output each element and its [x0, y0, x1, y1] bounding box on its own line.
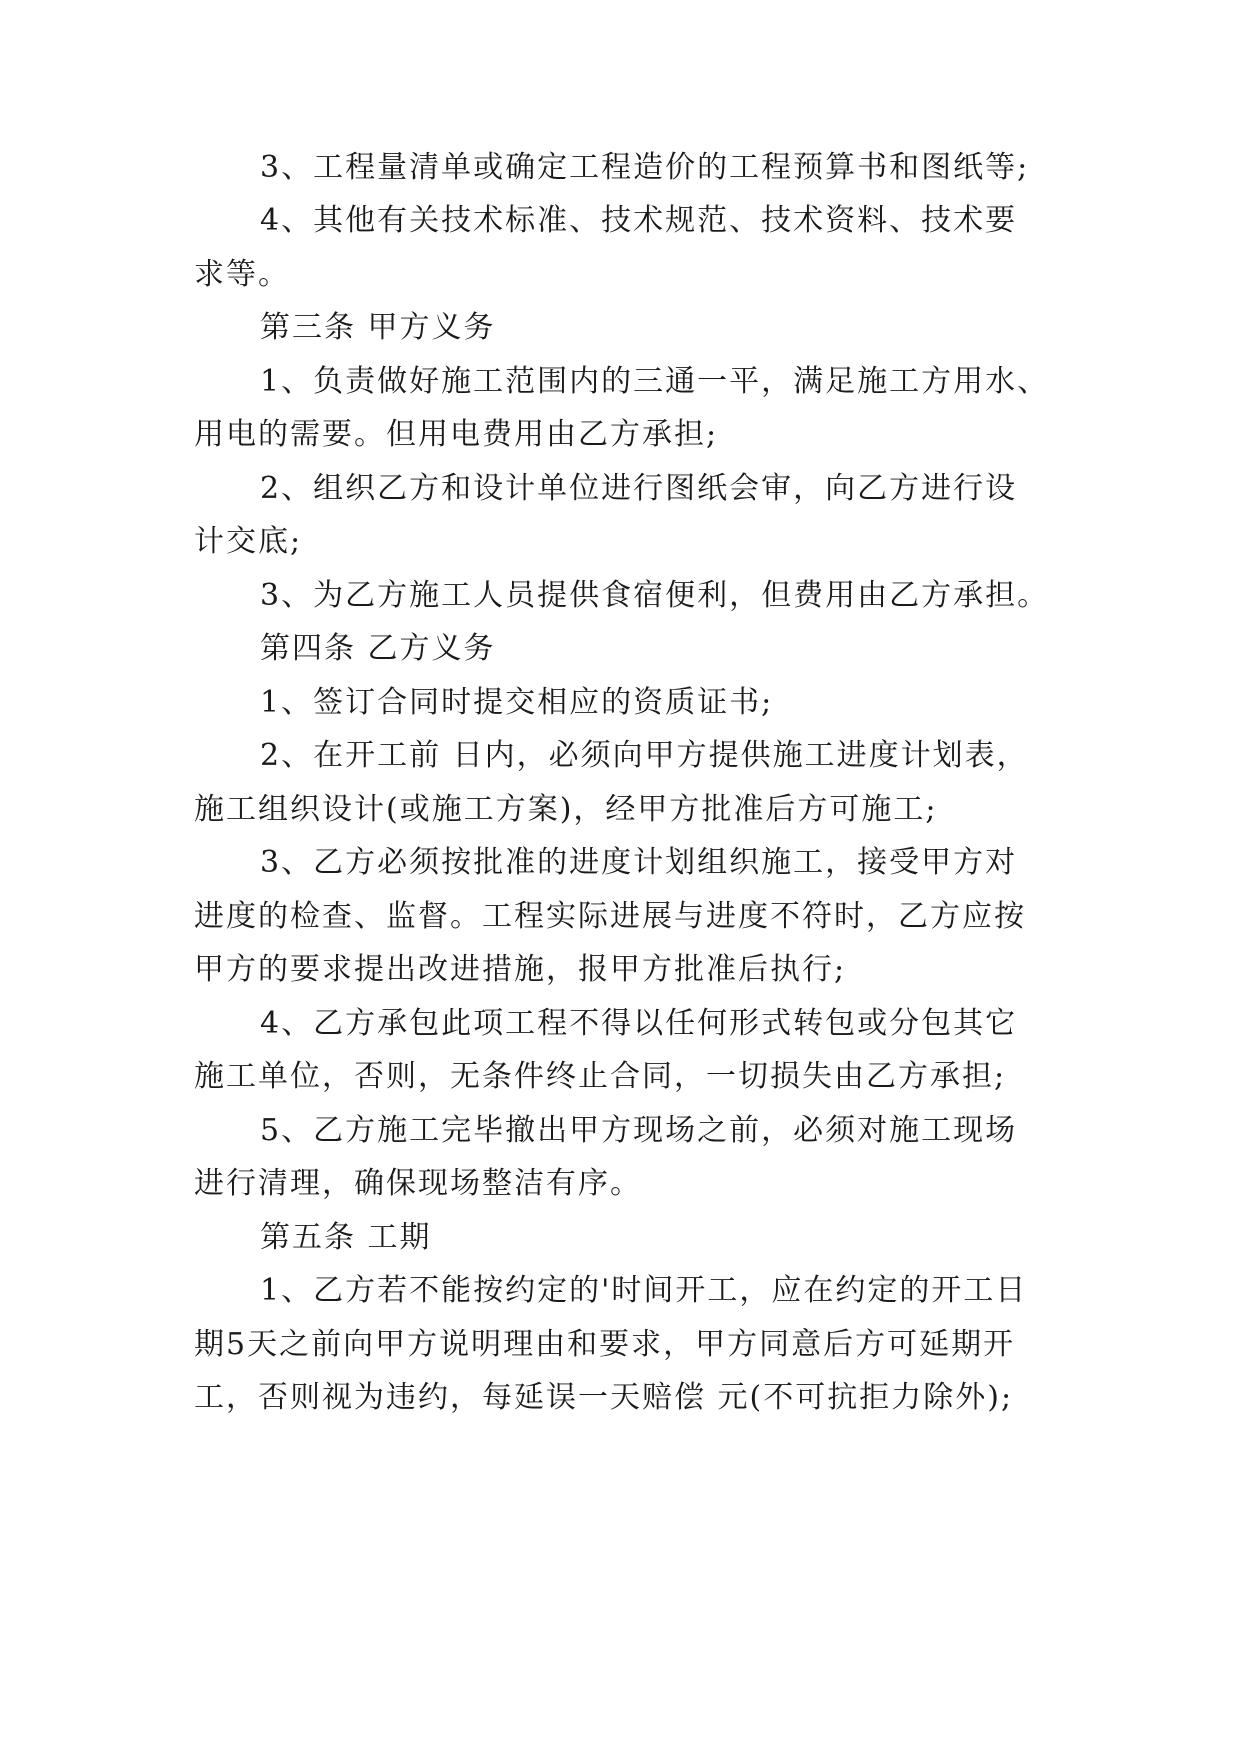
line-clause-4-item-3-cont: 进度的检查、监督。工程实际进展与进度不符时，乙方应按 — [194, 899, 1026, 934]
line-clause-5-item-1-cont: 期5天之前向甲方说明理由和要求，甲方同意后方可延期开 — [194, 1327, 1016, 1362]
line-clause-4-item-4-cont: 施工单位，否则，无条件终止合同，一切损失由乙方承担; — [194, 1059, 1007, 1094]
line-clause-3-item-3: 3、为乙方施工人员提供食宿便利，但费用由乙方承担。 — [260, 578, 1050, 613]
line-clause-4-item-1: 1、签订合同时提交相应的资质证书; — [260, 685, 774, 720]
line-clause-5-item-1-cont2: 工，否则视为违约，每延误一天赔偿 元(不可抗拒力除外); — [194, 1380, 1014, 1415]
line-clause-4-item-2-cont: 施工组织设计(或施工方案)，经甲方批准后方可施工; — [194, 792, 938, 827]
line-clause-2-item-4-cont: 求等。 — [194, 257, 290, 292]
line-clause-4-item-3-cont2: 甲方的要求提出改进措施，报甲方批准后执行; — [194, 952, 847, 987]
line-clause-4-item-5: 5、乙方施工完毕撤出甲方现场之前，必须对施工现场 — [260, 1113, 1018, 1148]
line-clause-3-item-1: 1、负责做好施工范围内的三通一平，满足施工方用水、 — [260, 364, 1050, 399]
line-clause-3-item-2: 2、组织乙方和设计单位进行图纸会审，向乙方进行设 — [260, 471, 1018, 506]
heading-clause-3: 第三条 甲方义务 — [260, 310, 496, 345]
line-clause-3-item-2-cont: 计交底; — [194, 524, 303, 559]
heading-clause-4: 第四条 乙方义务 — [260, 631, 496, 666]
line-clause-4-item-4: 4、乙方承包此项工程不得以任何形式转包或分包其它 — [260, 1006, 1018, 1041]
heading-clause-5: 第五条 工期 — [260, 1220, 432, 1255]
line-clause-3-item-1-cont: 用电的需要。但用电费用由乙方承担; — [194, 417, 719, 452]
line-clause-4-item-3: 3、乙方必须按批准的进度计划组织施工，接受甲方对 — [260, 845, 1018, 880]
line-clause-5-item-1: 1、乙方若不能按约定的'时间开工，应在约定的开工日 — [260, 1273, 1028, 1308]
line-clause-4-item-2: 2、在开工前 日内，必须向甲方提供施工进度计划表， — [260, 738, 1029, 773]
line-clause-2-item-3: 3、工程量清单或确定工程造价的工程预算书和图纸等; — [260, 150, 1030, 185]
line-clause-2-item-4: 4、其他有关技术标准、技术规范、技术资料、技术要 — [260, 203, 1018, 238]
line-clause-4-item-5-cont: 进行清理，确保现场整洁有序。 — [194, 1166, 642, 1201]
